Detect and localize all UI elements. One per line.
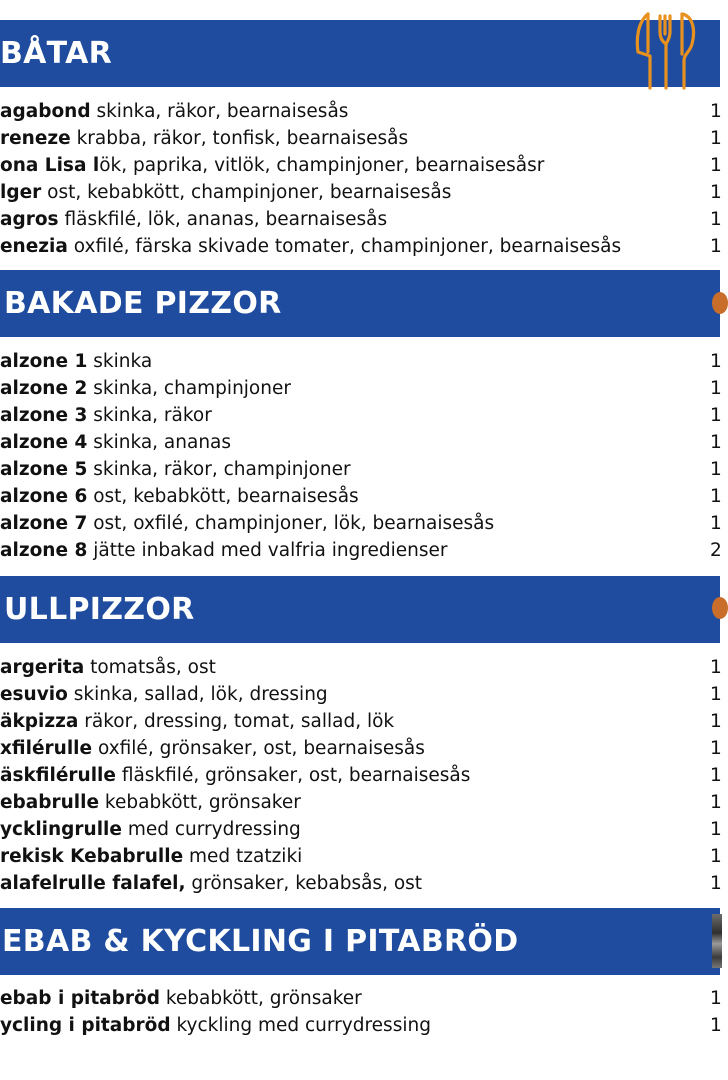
item-price: 1 <box>710 209 722 230</box>
item-price: 1 <box>710 432 722 453</box>
section-title: BAKADE PIZZOR <box>4 286 282 321</box>
section-header <box>0 270 720 337</box>
section-header <box>0 908 720 975</box>
item-price: 1 <box>710 873 722 894</box>
item-price: 1 <box>710 738 722 759</box>
menu-item: rekisk Kebabrulle med tzatziki 1 <box>0 843 720 870</box>
item-price: 1 <box>710 684 722 705</box>
menu-item: ona Lisa lök, paprika, vitlök, champinjoner, bearnaisesåsr 1 <box>0 152 720 179</box>
section-items <box>0 348 720 564</box>
section-header <box>0 576 720 643</box>
menu-item: alzone 2 skinka, champinjoner 1 <box>0 375 720 402</box>
menu-item: äskfilérulle fläskfilé, grönsaker, ost, bearnaisesås 1 <box>0 762 720 789</box>
item-price: 1 <box>710 128 722 149</box>
menu-item: xfilérulle oxfilé, grönsaker, ost, bearnaisesås 1 <box>0 735 720 762</box>
menu-item: alzone 5 skinka, räkor, champinjoner 1 <box>0 456 720 483</box>
item-price: 1 <box>710 351 722 372</box>
section-title: EBAB & KYCKLING I PITABRÖD <box>2 924 519 959</box>
item-price: 1 <box>710 711 722 732</box>
menu-item: agros fläskfilé, lök, ananas, bearnaisesås 1 <box>0 206 720 233</box>
menu-item: ebab i pitabröd kebabkött, grönsaker 1 <box>0 985 720 1012</box>
menu-item: alzone 1 skinka 1 <box>0 348 720 375</box>
item-price: 1 <box>710 792 722 813</box>
item-price: 1 <box>710 459 722 480</box>
menu-item: lger ost, kebabkött, champinjoner, bearnaisesås 1 <box>0 179 720 206</box>
section-header <box>0 20 720 87</box>
menu-item: alafelrulle falafel, grönsaker, kebabsås, ost 1 <box>0 870 720 897</box>
menu-item: esuvio skinka, sallad, lök, dressing 1 <box>0 681 720 708</box>
item-price: 1 <box>710 1015 722 1036</box>
item-price: 1 <box>710 486 722 507</box>
menu-item: ebabrulle kebabkött, grönsaker 1 <box>0 789 720 816</box>
menu-item: agabond skinka, räkor, bearnaisesås 1 <box>0 98 720 125</box>
menu-item: alzone 7 ost, oxfilé, champinjoner, lök, bearnaisesås 1 <box>0 510 720 537</box>
menu-item: äkpizza räkor, dressing, tomat, sallad, lök 1 <box>0 708 720 735</box>
cutlery-logo-icon <box>630 8 702 94</box>
section-items <box>0 98 720 260</box>
item-price: 1 <box>710 155 722 176</box>
menu-item: alzone 3 skinka, räkor 1 <box>0 402 720 429</box>
item-price: 1 <box>710 236 722 257</box>
section-items <box>0 985 720 1039</box>
section-title: ULLPIZZOR <box>4 592 195 627</box>
item-price: 1 <box>710 765 722 786</box>
item-price: 1 <box>710 657 722 678</box>
menu-item: ycling i pitabröd kyckling med currydressing 1 <box>0 1012 720 1039</box>
item-price: 1 <box>710 101 722 122</box>
menu-item: ycklingrulle med currydressing 1 <box>0 816 720 843</box>
item-price: 1 <box>710 182 722 203</box>
food-photo-edge-icon <box>712 597 728 619</box>
menu-item: alzone 4 skinka, ananas 1 <box>0 429 720 456</box>
section-items <box>0 654 720 897</box>
item-price: 1 <box>710 378 722 399</box>
item-price: 1 <box>710 513 722 534</box>
menu-item: alzone 8 jätte inbakad med valfria ingredienser 2 <box>0 537 720 564</box>
food-photo-edge-icon <box>712 914 722 968</box>
item-price: 1 <box>710 846 722 867</box>
food-photo-edge-icon <box>712 292 728 314</box>
menu-item: alzone 6 ost, kebabkött, bearnaisesås 1 <box>0 483 720 510</box>
menu-item: enezia oxfilé, färska skivade tomater, champinjoner, bearnaisesås 1 <box>0 233 720 260</box>
item-price: 2 <box>710 540 722 561</box>
menu-item: argerita tomatsås, ost 1 <box>0 654 720 681</box>
item-price: 1 <box>710 988 722 1009</box>
menu-item: reneze krabba, räkor, tonfisk, bearnaisesås 1 <box>0 125 720 152</box>
item-price: 1 <box>710 819 722 840</box>
item-price: 1 <box>710 405 722 426</box>
section-title: BÅTAR <box>0 36 113 71</box>
